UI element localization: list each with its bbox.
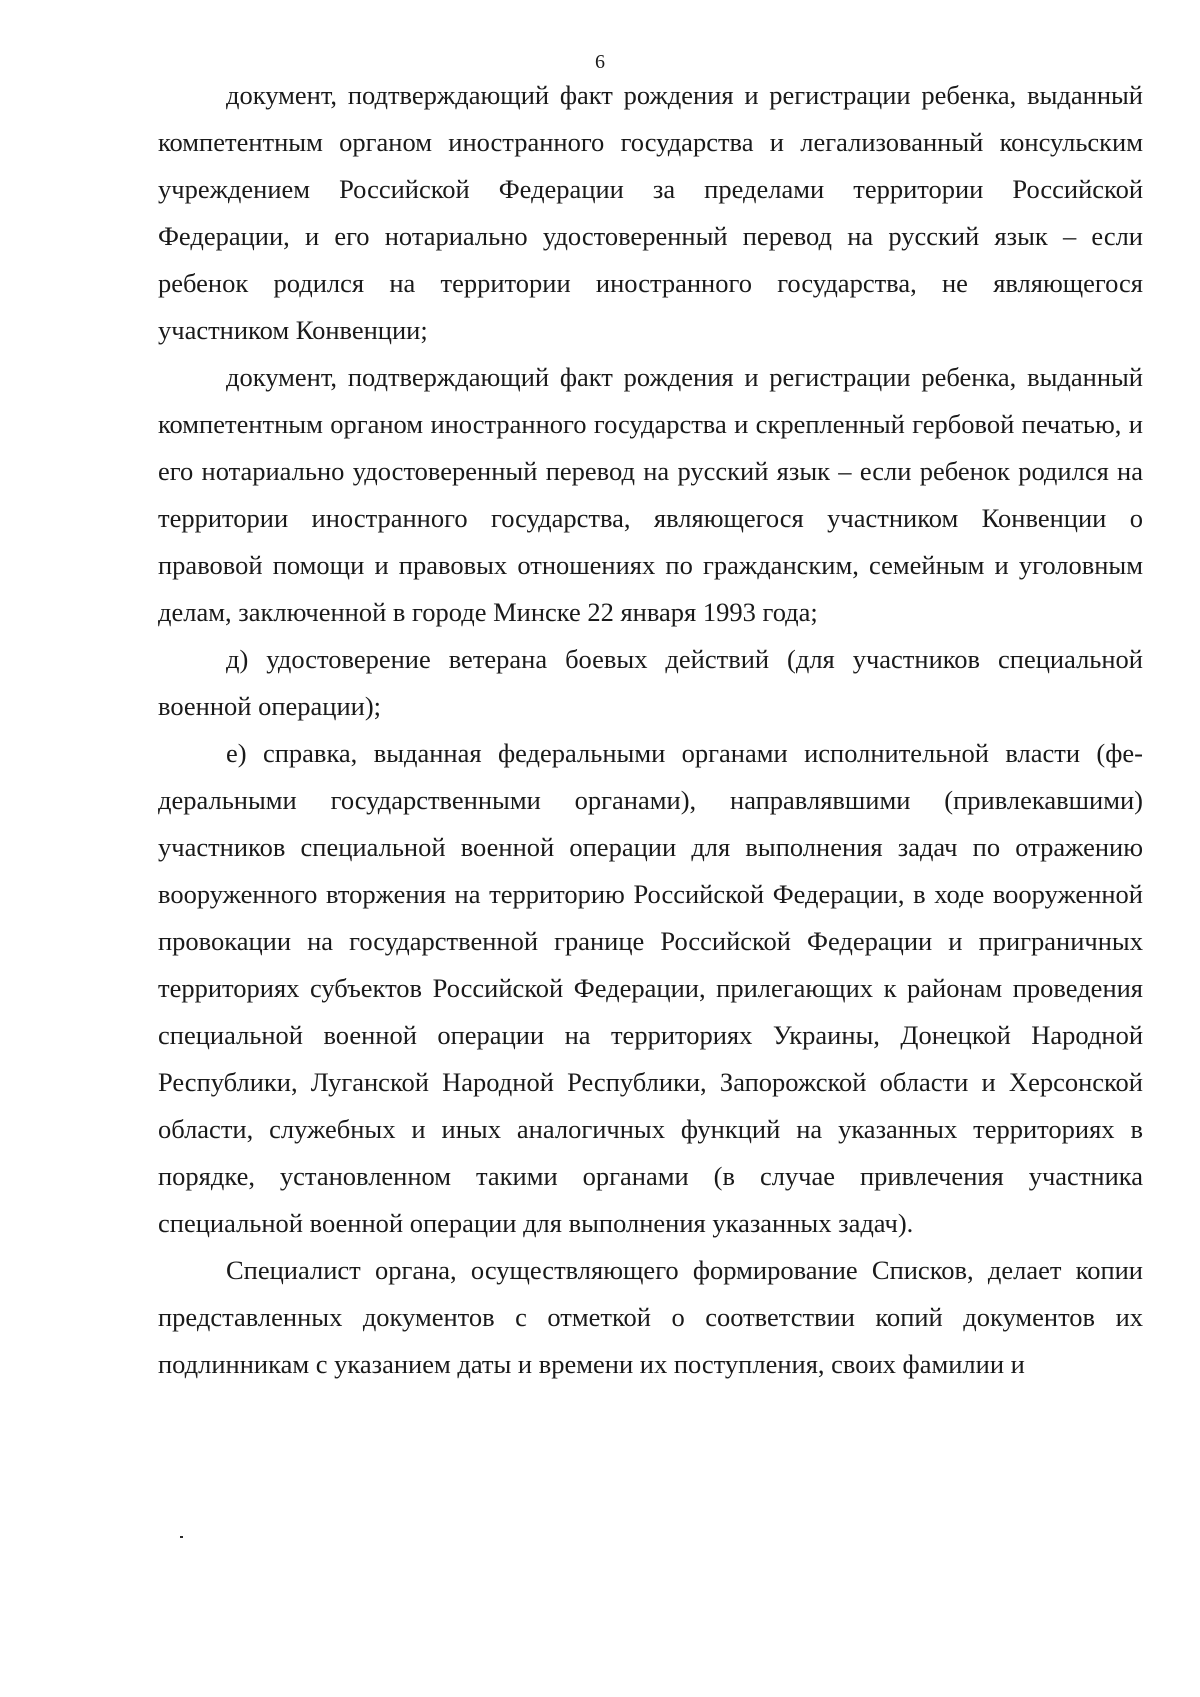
paragraph-item-d-veteran-certificate: д) удостоверение ветерана боевых действий (для участников специальной военной операции); <box>158 644 1143 721</box>
paragraph-birth-document-minsk-convention: документ, подтверждающий факт рождения и регистрации ребенка, выданный компетентным органом иностранного государства и скрепленный гербовой печатью, и его нотариально удостоверенный перевод на русский язык – если ребенок родился на территории иностранного государства, являющегося участником Конвенции о правовой помощи и правовых отношениях по гражданским, семейным и уголовным делам, заключенной в городе Минске 22 января 1993 года; <box>158 362 1143 627</box>
paragraph-birth-document-non-convention: документ, подтверждающий факт рождения и регистрации ребенка, выданный компетентным органом иностранного государства и легализованный консульским учреждением Российской Федерации за пределами территории Российской Федерации, и его нотариально удостоверенный перевод на русский язык – если ребенок родился на территории иностранного государства, не являющегося участником Конвенции; <box>158 80 1143 345</box>
paragraph-specialist-copies: Специалист органа, осуществляющего формирование Списков, делает копии представленных документов с отметкой о соответствии копий документов их подлинникам с указанием даты и времени их поступления, своих фамилии и <box>158 1255 1143 1379</box>
page-number: 6 <box>595 51 605 73</box>
document-body <box>158 72 1143 1388</box>
paragraph-item-e-federal-certificate: е) справка, выданная федеральными органами исполнительной власти (федеральными государственными органами), направлявшими (привлекавшими) участников специальной военной операции для выполнения задач по отражению вооруженного вторжения на территорию Российской Федерации, в ходе вооруженной провокации на государственной границе Российской Федерации и приграничных территориях субъектов Российской Федерации, прилегающих к районам проведения специальной военной операции на территориях Украины, Донецкой Народной Республики, Луганской Народной Республики, Запорожской области и Херсонской области, служебных и иных аналогичных функций на указанных территориях в порядке, установленном такими органами (в случае привлечения участника специальной военной операции для выполнения указанных задач). <box>158 738 1143 1238</box>
scan-speck <box>180 1536 183 1538</box>
